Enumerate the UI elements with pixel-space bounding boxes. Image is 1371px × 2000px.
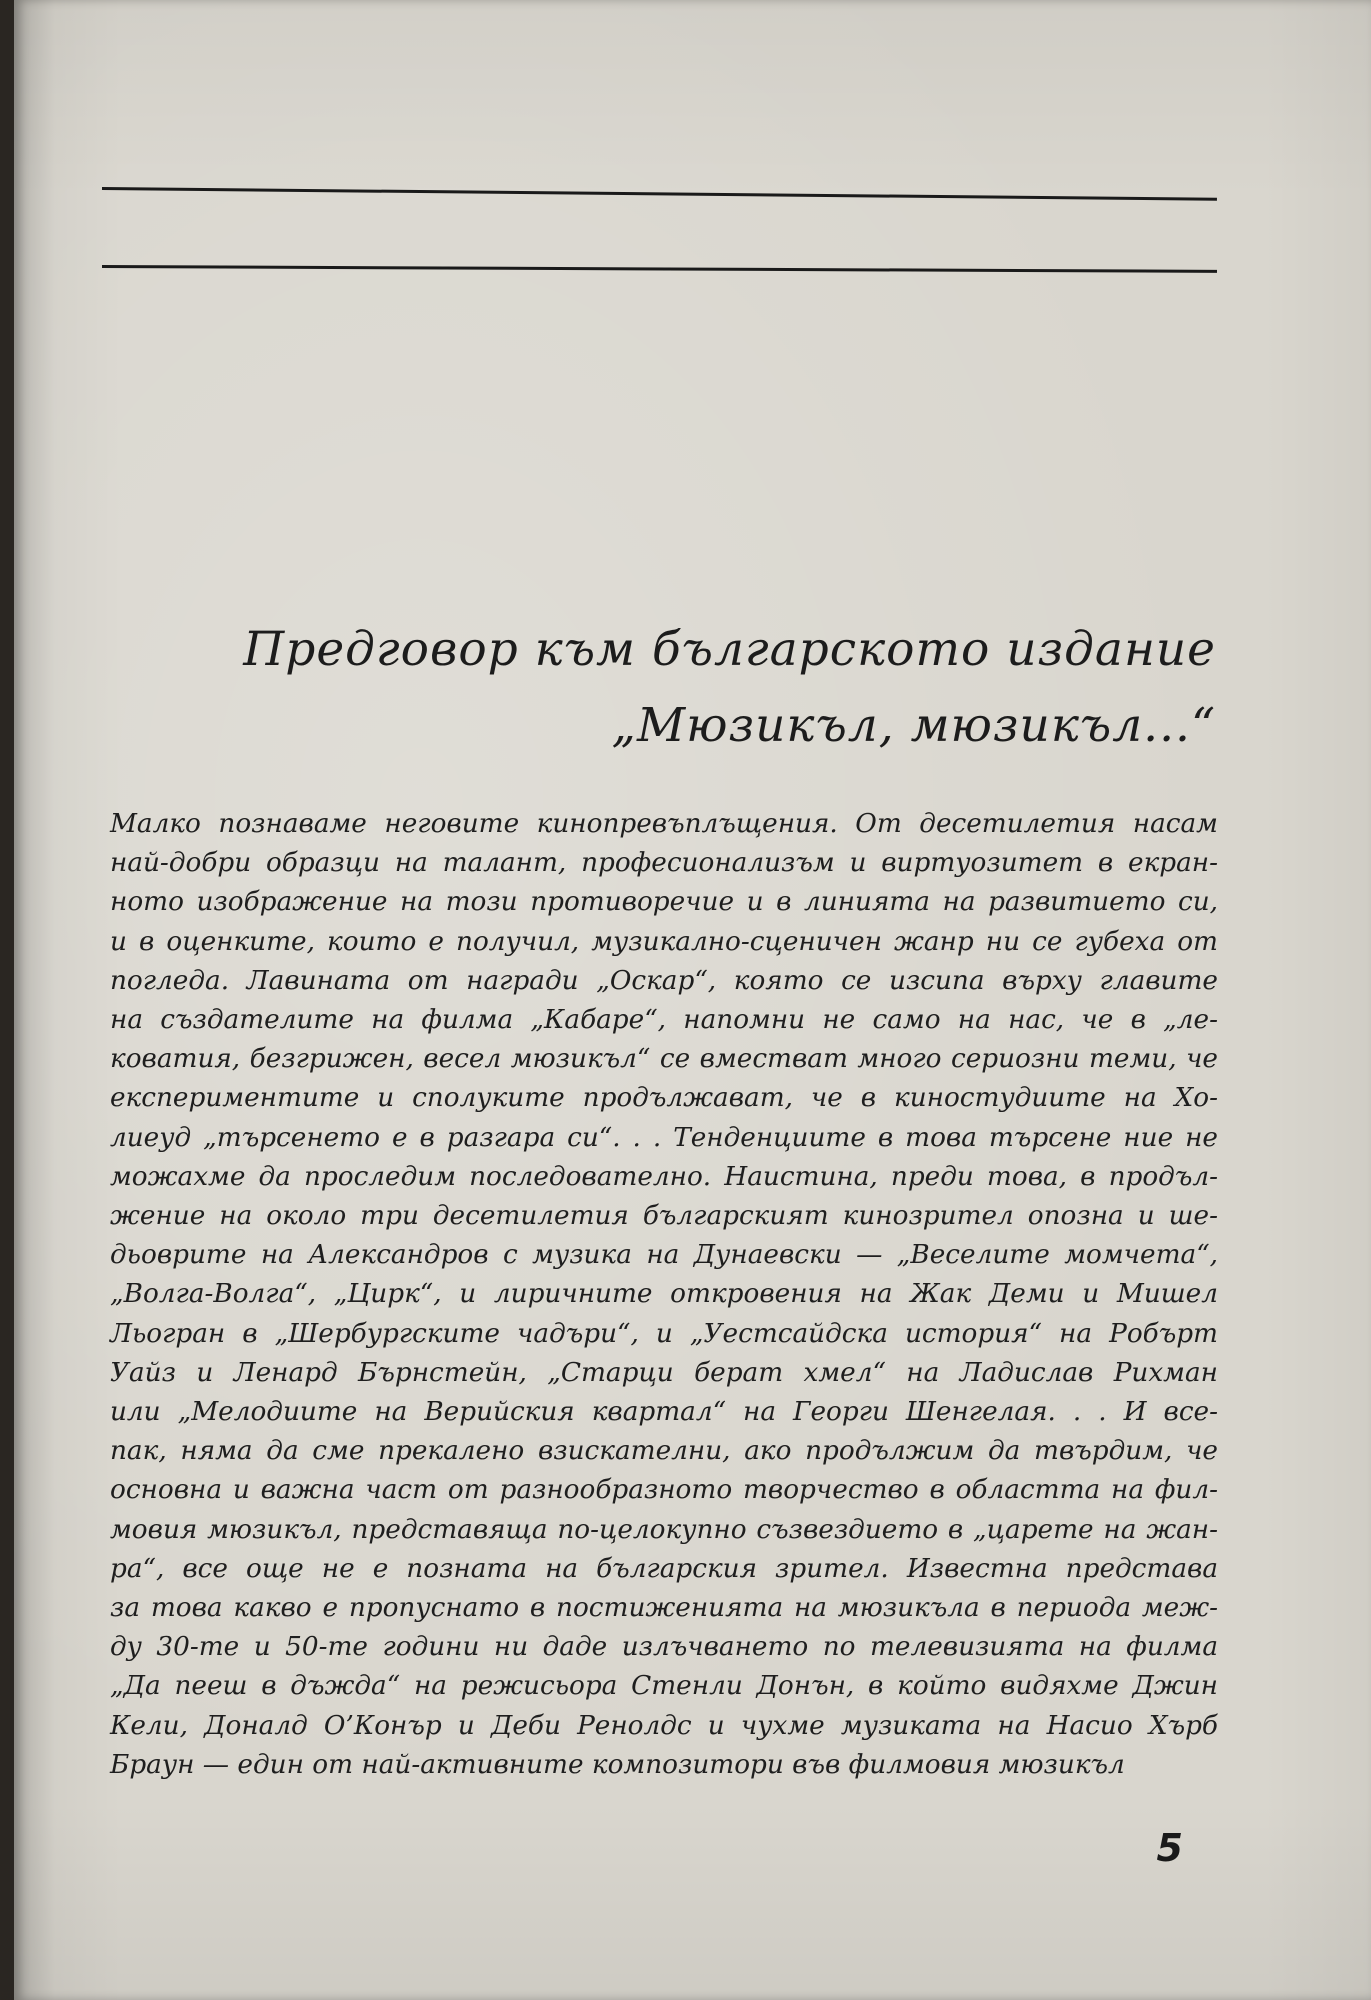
second-rule xyxy=(102,265,1217,273)
text-line: Браун — един от най-активните композитори във филмовия мюзикъл xyxy=(110,1749,1125,1780)
text-line: „Да пееш в дъжда“ на режисьора Стенли Донън, в който видяхме Джин xyxy=(110,1671,1218,1702)
text-line: и в оценките, които е получил, музикално-сценичен жанр ни се губеха от xyxy=(110,926,1218,957)
text-line: на създателите на филма „Кабаре“, напомни не само на нас, че в „ле- xyxy=(110,1005,1218,1036)
top-rule xyxy=(102,187,1217,201)
text-line: лиеуд „търсенето е в разгара си“. . . Тенденциите в това търсене ние не xyxy=(110,1122,1218,1153)
text-line: основна и важна част от разнообразното творчество в областта на фил- xyxy=(110,1475,1218,1506)
text-line: ра“, все още не е позната на българския зрител. Известна представа xyxy=(110,1553,1218,1584)
book-page xyxy=(14,0,1371,2000)
text-line: най-добри образци на талант, професионализъм и виртуозитет в екран- xyxy=(110,848,1218,879)
text-line: мовия мюзикъл, представяща по-целокупно съзвездието в „царете на жан- xyxy=(110,1514,1218,1545)
text-line: жение на около три десетилетия българският кинозрител опозна и ше- xyxy=(110,1201,1218,1232)
chapter-title-line-2: „Мюзикъл, мюзикъл...“ xyxy=(611,698,1216,753)
text-line: ното изображение на този противоречие и в линията на развитието си, xyxy=(110,887,1218,918)
text-line: за това какво е пропуснато в постиженията на мюзикъла в периода меж- xyxy=(110,1593,1218,1624)
page-number: 5 xyxy=(1156,1826,1183,1870)
text-line: Льогран в „Шербургските чадъри“, и „Уестсайдска история“ на Робърт xyxy=(110,1318,1218,1349)
chapter-title-line-1: Предговор към българското издание xyxy=(243,622,1216,677)
text-line: погледа. Лавината от награди „Оскар“, която се изсипа върху главите xyxy=(110,965,1218,996)
text-line: дьоврите на Александров с музика на Дунаевски — „Веселите момчета“, xyxy=(110,1240,1218,1271)
text-line: коватия, безгрижен, весел мюзикъл“ се вместват много сериозни теми, че xyxy=(110,1044,1218,1075)
text-line: пак, няма да сме прекалено взискателни, ако продължим да твърдим, че xyxy=(110,1436,1218,1467)
body-text xyxy=(110,805,1218,1785)
text-line: Кели, Доналд О’Конър и Деби Ренолдс и чухме музиката на Насио Хърб xyxy=(110,1710,1218,1741)
text-line: Уайз и Ленард Бърнстейн, „Старци берат хмел“ на Ладислав Рихман xyxy=(110,1357,1218,1388)
text-line: „Волга-Волга“, „Цирк“, и лиричните откровения на Жак Деми и Мишел xyxy=(110,1279,1218,1310)
text-line: експериментите и сполуките продължават, че в киностудиите на Хо- xyxy=(110,1083,1218,1114)
text-line: можахме да проследим последователно. Наистина, преди това, в продъл- xyxy=(110,1161,1218,1192)
text-line: Малко познаваме неговите кинопревъплъщения. От десетилетия насам xyxy=(110,809,1218,839)
text-line: ду 30-те и 50-те години ни даде излъчването по телевизията на филма xyxy=(110,1632,1218,1663)
text-line: или „Мелодиите на Верийския квартал“ на Георги Шенгелая. . . И все- xyxy=(110,1397,1218,1428)
